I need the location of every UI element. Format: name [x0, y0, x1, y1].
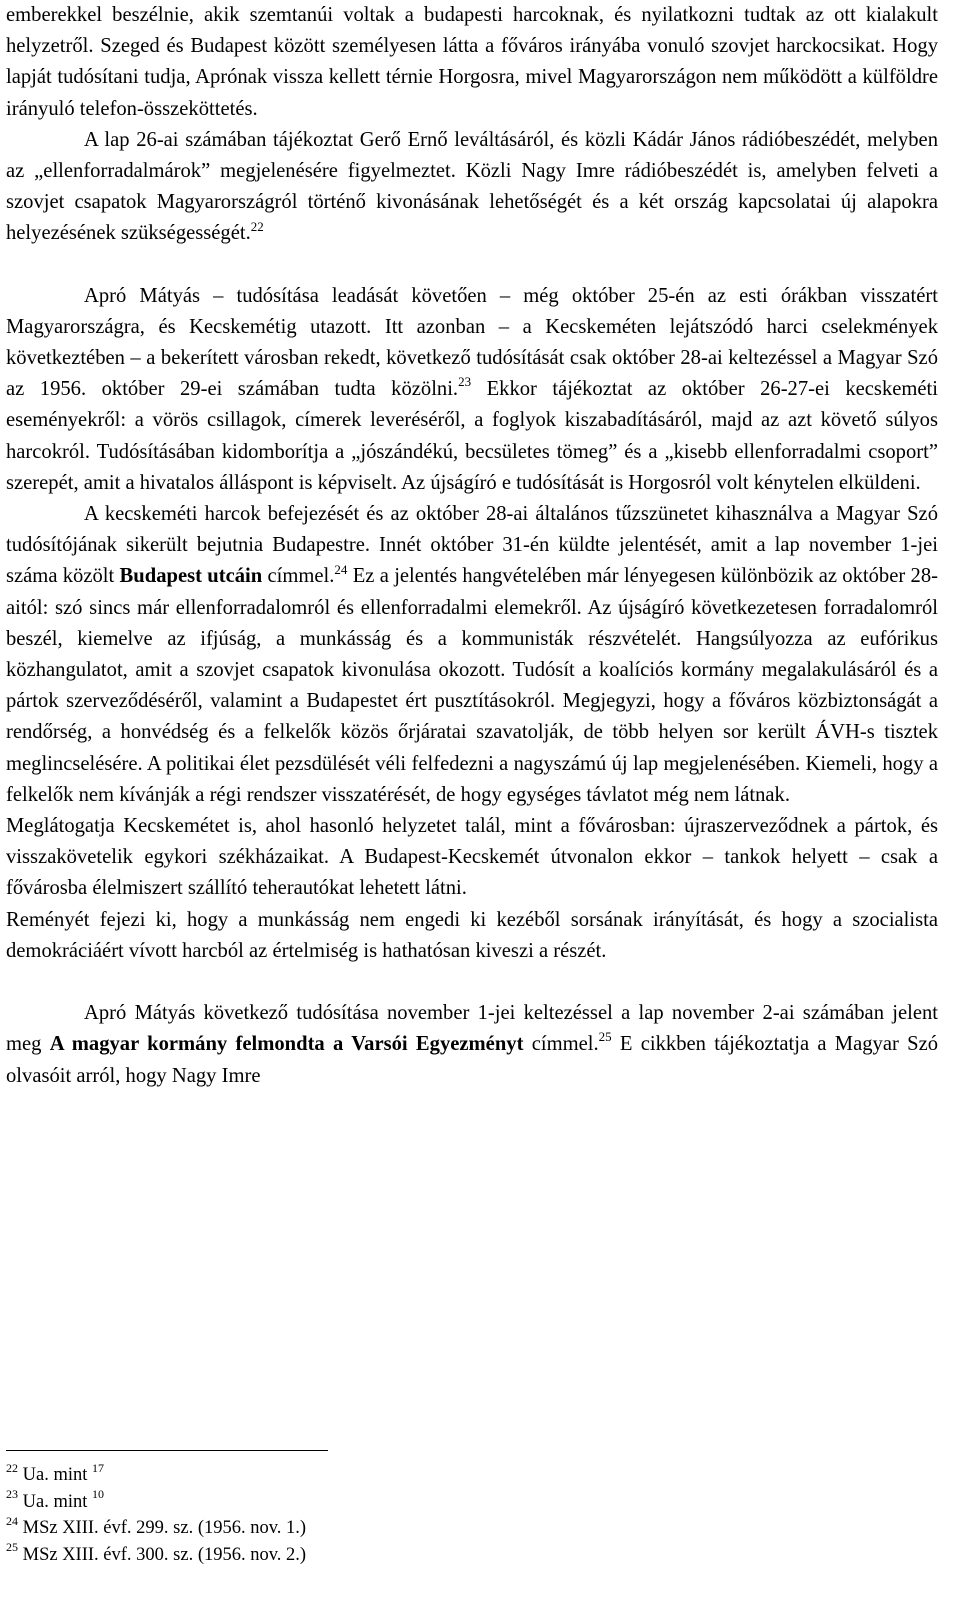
footnotes [6, 1462, 306, 1568]
text-run: Ez a jelentés hangvételében már lényegesen különbözik az október 28-aitól: szó sincs már ellenforradalomról és ellenforradalmi elemekről. Az újságíró következetesen forradalomról beszél, kiemelve az ifjúság, a munkásság és a kommunisták részvételét. Hangsúlyozza az eufórikus közhangulatot, amit a szovjet csapatok kivonulása okozott. Tudósít a koalíciós kormány megalakulásáról és a pártok szerveződéséről, valamint a Budapestet ért pusztításokról. Megjegyzi, hogy a főváros közbiztonságát a rendőrség, a honvédség és a felkelők közös őrjáratai szavatolják, de több helyen sor került ÁVH-s tisztek meglincselésére. A politikai élet pezsdülését véli felfedezni a nagyszámú új lap megjelenésében. Kiemeli, hogy a felkelők nem kívánják a régi rendszer visszatérését, de hogy egységes távlatot még nem látnak. [6, 565, 938, 806]
text-run: A lap 26-ai számában tájékoztat Gerő Ernő leváltásáról, és közli Kádár János rádióbeszédét, melyben az „ellenforradalmárok” megjelenésére figyelmeztet. Közli Nagy Imre rádióbeszédét is, amelyben felveti a szovjet csapatok Magyarországról történő kivonásának lehetőségét és a két ország kapcsolatai új alapokra helyezésének szükségességét. [6, 128, 938, 245]
text-run: emberekkel beszélnie, akik szemtanúi voltak a budapesti harcoknak, és nyilatkozni tudtak az ott kialakult helyzetről. Szeged és Budapest között személyesen látta a főváros irányába vonuló szovjet harckocsikat. Hogy lapját tudósítani tudja, Aprónak vissza kellett térnie Horgosra, mivel Magyarországon nem működött a külföldre irányuló telefon-összeköttetés. [6, 4, 938, 120]
text-run: A kecskeméti harcok befejezését és az október 28-ai általános tűzszünetet kihasználva a Magyar Szó tudósítójának sikerült bejutnia Budapestre. Innét október 31-én küldte jelentését, amit a lap november 1-jei száma közölt [6, 503, 938, 588]
footnote [6, 1515, 306, 1542]
footnote-text: Ua. mint [22, 1491, 88, 1512]
paragraph [6, 0, 938, 125]
paragraph [6, 998, 938, 1092]
footnote [6, 1489, 306, 1516]
text-run: E cikkben tájékoztatja a Magyar Szó olvasóit arról, hogy Nagy Imre [6, 1033, 939, 1087]
footnote-marker: 23 [458, 374, 472, 390]
footnote-number: 22 [6, 1460, 18, 1475]
footnote-marker: 22 [250, 218, 264, 234]
footnote [6, 1542, 306, 1569]
paragraph [6, 811, 938, 905]
text-run: Ekkor tájékoztat az október 26-27-ei kecskeméti eseményekről: a vörös csillagok, címerek leveréséről, a foglyok kiszabadításáról, majd az azt követő súlyos harcokról. Tudósításában kidomborítja a „jószándékú, becsületes tömeg” és a „kisebb ellenforradalmi csoport” szerepét, amit a hivatalos álláspont is képviselt. Az újságíró e tudósítását is Horgosról volt kénytelen elküldeni. [6, 378, 938, 494]
text-run: Apró Mátyás – tudósítása leadását követően – még október 25-én az esti órákban visszatért Magyarországra, és Kecskemétig utazott. Itt azonban – a Kecskeméten lejátszódó harci cselekmények következtében – a bekerített városban rekedt, következő tudósítását csak október 28-ai keltezéssel a Magyar Szó az 1956. október 29-ei számában tudta közölni. [6, 284, 938, 401]
footnote-text: MSz XIII. évf. 300. sz. (1956. nov. 2.) [22, 1544, 307, 1565]
paragraph [6, 905, 938, 967]
text-run: címmel. [262, 565, 335, 588]
document-body [6, 0, 938, 1092]
article-title: Budapest utcáin [119, 565, 263, 588]
footnote-number: 23 [6, 1487, 18, 1502]
text-run: Meglátogatja Kecskemétet is, ahol hasonló helyzetet talál, mint a fővárosban: újraszerveződnek a pártok, és visszakövetelik egykori székházaikat. A Budapest-Kecskemét útvonalon ekkor – tankok helyett – csak a fővárosba élelmiszert szállító teherautókat lehetett látni. [6, 815, 938, 900]
footnote-number: 24 [6, 1513, 18, 1528]
footnote-ref: 17 [92, 1460, 104, 1475]
paragraph [6, 281, 938, 499]
footnote-text: Ua. mint [22, 1465, 88, 1485]
footnote [6, 1462, 306, 1489]
text-run: Apró Mátyás következő tudósítása november 1-jei keltezéssel a lap november 2-ai számában jelent meg [6, 1002, 938, 1056]
text-run: címmel. [523, 1033, 599, 1056]
footnote-number: 25 [6, 1540, 18, 1555]
article-title: A magyar kormány felmondta a Varsói Egyezményt [49, 1033, 524, 1056]
footnote-marker: 24 [334, 561, 348, 577]
footnote-ref: 10 [92, 1487, 104, 1502]
footnote-separator [6, 1450, 328, 1451]
footnote-text: MSz XIII. évf. 299. sz. (1956. nov. 1.) [22, 1518, 307, 1538]
text-run: Reményét fejezi ki, hogy a munkásság nem engedi ki kezéből sorsának irányítását, és hogy a szocialista demokráciáért vívott harcból az értelmiség is hathatósan kiveszi a részét. [6, 908, 938, 962]
paragraph [6, 125, 938, 250]
paragraph [6, 499, 938, 811]
footnote-marker: 25 [598, 1029, 612, 1045]
